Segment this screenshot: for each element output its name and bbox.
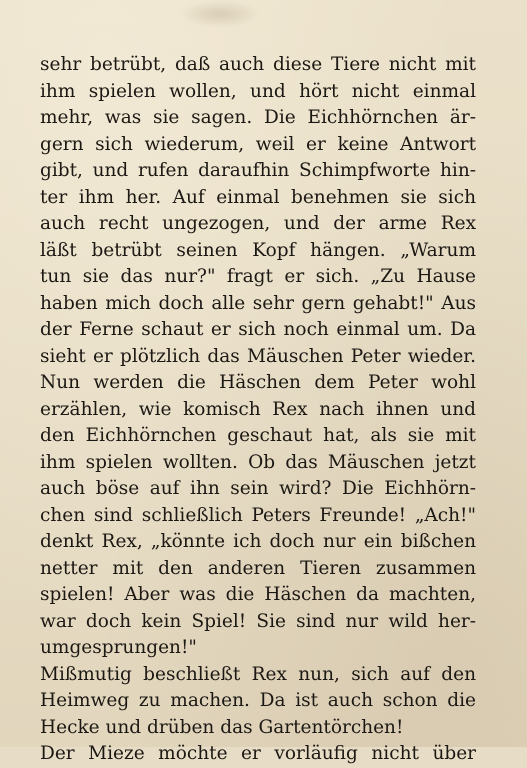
text-line: gibt, und rufen daraufhin Schimpfworte hin- <box>40 160 476 181</box>
paper-stain <box>180 0 260 28</box>
text-line: Heimweg zu machen. Da ist auch schon die <box>40 690 476 711</box>
text-line: ihm spielen wollen, und hört nicht einmal <box>40 80 476 102</box>
text-line: läßt betrübt seinen Kopf hängen. „Warum <box>40 239 476 261</box>
text-line: auch böse auf ihn sein wird? Die Eichhörn- <box>40 478 476 499</box>
text-line: mehr, was sie sagen. Die Eichhörnchen är- <box>40 107 476 128</box>
body-text <box>40 52 476 768</box>
text-line: Mißmutig beschließt Rex nun, sich auf den <box>40 663 476 685</box>
text-line: den Eichhörnchen geschaut hat, als sie mit <box>40 425 476 446</box>
text-line: ihm spielen wollten. Ob das Mäuschen jetzt <box>40 451 476 473</box>
text-line: sehr betrübt, daß auch diese Tiere nicht mit <box>40 54 476 75</box>
text-line: Der Mieze möchte er vorläufig nicht über <box>40 743 476 764</box>
text-line: ter ihm her. Auf einmal benehmen sie sich <box>40 186 476 208</box>
text-line: umgesprungen!" <box>40 637 197 658</box>
text-line: chen sind schließlich Peters Freunde! „Ach!" <box>40 504 476 526</box>
text-line: erzählen, wie komisch Rex nach ihnen und <box>40 398 476 420</box>
text-line: Hecke und drüben das Gartentörchen! <box>40 716 404 738</box>
text-line: tun sie das nur?" fragt er sich. „Zu Hause <box>40 266 476 287</box>
text-line: spielen! Aber was die Häschen da machten, <box>40 584 476 605</box>
text-line: Nun werden die Häschen dem Peter wohl <box>40 372 476 393</box>
text-line: der Ferne schaut er sich noch einmal um. Da <box>40 319 476 340</box>
text-line: auch recht ungezogen, und der arme Rex <box>40 213 476 234</box>
text-line: netter mit den anderen Tieren zusammen <box>40 557 476 579</box>
text-line: sieht er plötzlich das Mäuschen Peter wieder. <box>40 345 476 367</box>
text-line: denkt Rex, „könnte ich doch nur ein bißchen <box>40 531 476 552</box>
text-line: war doch kein Spiel! Sie sind nur wild her- <box>40 610 476 632</box>
text-line: gern sich wiederum, weil er keine Antwort <box>40 133 476 155</box>
text-line: haben mich doch alle sehr gern gehabt!" Aus <box>40 292 476 314</box>
